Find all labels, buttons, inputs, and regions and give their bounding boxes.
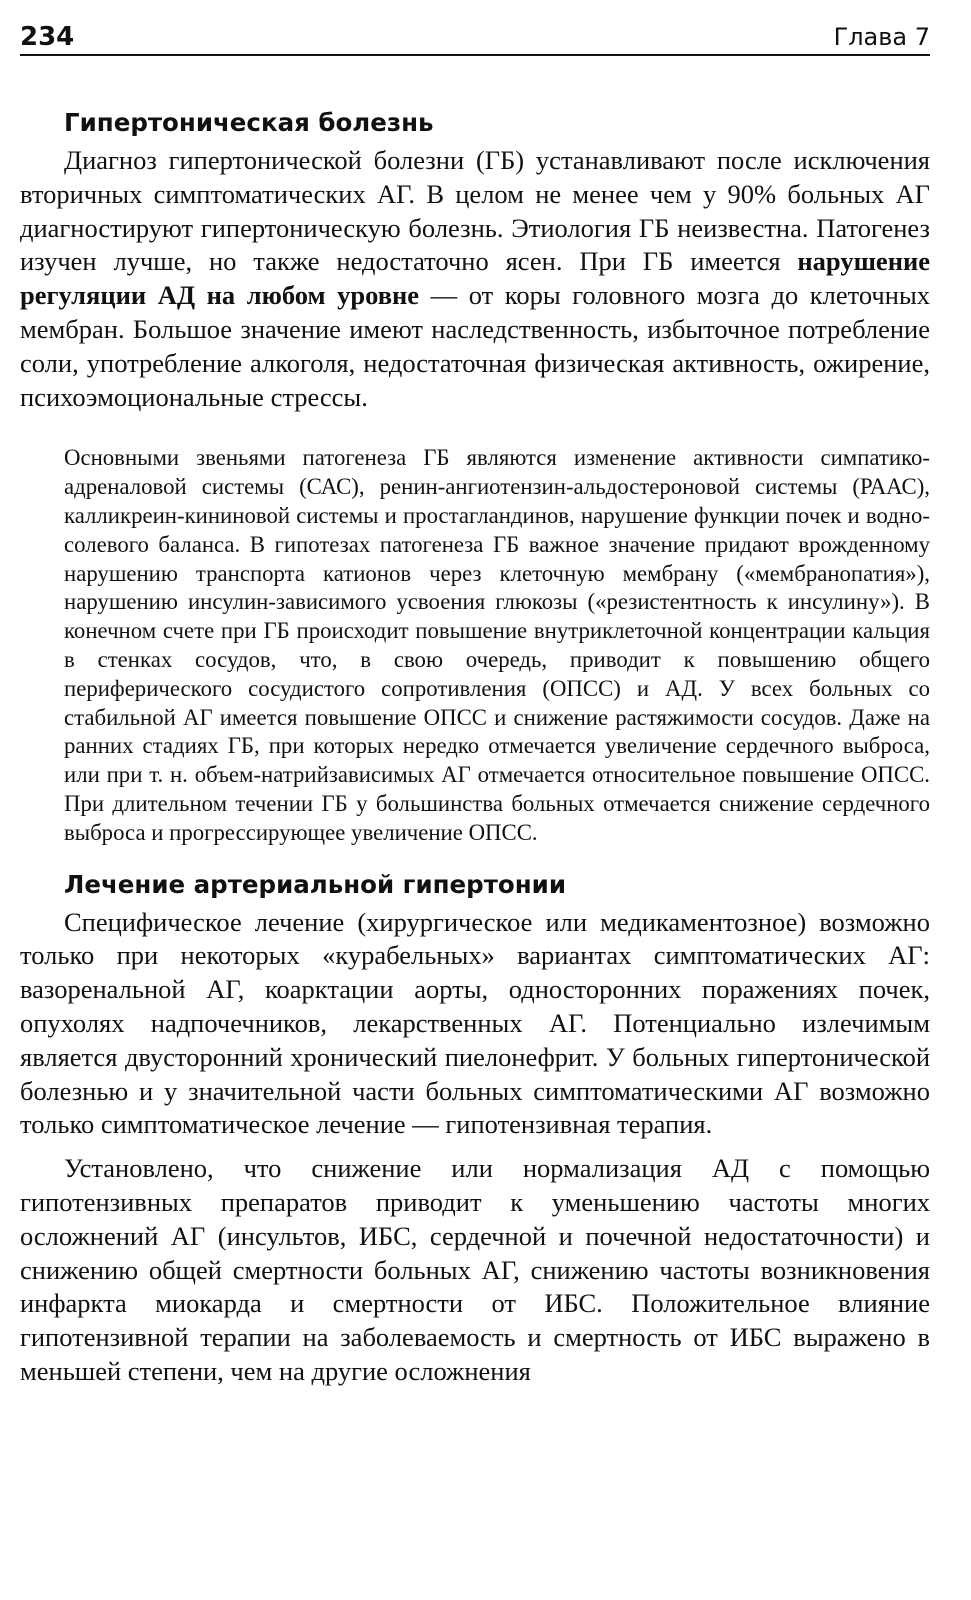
paragraph-specific-treatment: Специфическое лечение (хирургическое или медикаментозное) возможно только при некоторых «курабельных» вариантах симптоматических АГ: вазоренальной АГ, коарктации аорты, односторонних поражениях почек, опухолях надпочечников, лекарственных АГ. Потенциально излечимым является двусторонний хронический пиелонефрит. У больных гипертонической болезнью и у значительной части больных симптоматическими АГ возможно только симптоматическое лечение — гипотензивная терапия.	[20, 906, 930, 1140]
paragraph-diagnosis	[20, 144, 930, 414]
paragraph-diagnosis-text-start: Диагноз гипертонической болезни (ГБ) устанавливают после исключения вторичных симптоматических АГ. В целом не менее чем у 90% больных АГ диагностируют гипертоническую болезнь. Этиология ГБ неизвестна. Патогенез изучен лучше, но также недостаточно ясен. При ГБ имеется	[20, 145, 930, 277]
section-heading-treatment: Лечение артериальной гипертонии	[64, 869, 566, 899]
running-header	[20, 18, 930, 56]
section-heading-hypertensive-disease: Гипертоническая болезнь	[64, 108, 434, 137]
paragraph-diagnosis-text-end: — от коры головного мозга до клеточных мембран. Большое значение имеют наследственность, избыточное потребление соли, употребление алкоголя, недостаточная физическая активность, ожирение, психоэмоциональные стрессы.	[20, 280, 930, 412]
paragraph-diagnosis-bold-phrase: нарушение регуляции АД на любом уровне	[20, 246, 930, 311]
page-number: 234	[20, 22, 75, 52]
paragraph-pathogenesis: Основными звеньями патогенеза ГБ являются изменение активности симпатико-адреналовой системы (САС), ренин-ангиотензин-альдостероновой системы (РААС), калликреин-кининовой системы и простагландинов, нарушение функции почек и водно-солевого баланса. В гипотезах патогенеза ГБ важное значение придают врожденному нарушению транспорта катионов через клеточную мембрану («мембранопатия»), нарушению инсулин-зависимого усвоения глюкозы («резистентность к инсулину»). В конечном счете при ГБ происходит повышение внутриклеточной концентрации кальция в стенках сосудов, что, в свою очередь, приводит к повышению общего периферического сосудистого сопротивления (ОПСС) и АД. У всех больных со стабильной АГ имеется повышение ОПСС и снижение растяжимости сосудов. Даже на ранних стадиях ГБ, при которых нередко отмечается увеличение сердечного выброса, или при т. н. объем-натрийзависимых АГ отмечается относительное повышение ОПСС. При длительном течении ГБ у большинства больных отмечается снижение сердечного выброса и прогрессирующее увеличение ОПСС.	[64, 445, 930, 845]
chapter-label: Глава 7	[833, 23, 930, 51]
paragraph-therapy-effect: Установлено, что снижение или нормализация АД с помощью гипотензивных препаратов приводит к уменьшению частоты многих осложнений АГ (инсультов, ИБС, сердечной и почечной недостаточности) и снижению общей смертности больных АГ, снижению частоты возникновения инфаркта миокарда и смертности от ИБС. Положительное влияние гипотензивной терапии на заболеваемость и смертность от ИБС выражено в меньшей степени, чем на другие осложнения	[20, 1153, 930, 1386]
book-page	[20, 18, 930, 1389]
